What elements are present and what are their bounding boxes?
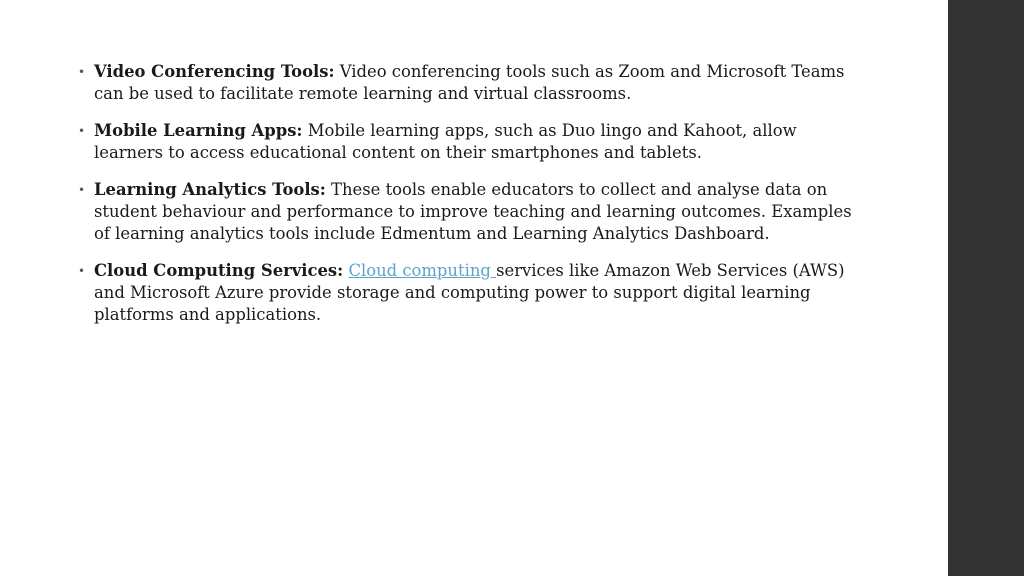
bullet-dot: • — [78, 124, 86, 138]
bullet-item-cloud-computing — [78, 260, 868, 326]
bullet-list — [78, 61, 868, 326]
sidebar-panel — [948, 0, 1024, 576]
bullet-item-learning-analytics — [78, 179, 868, 245]
bullet-term: Video Conferencing Tools: — [94, 62, 335, 81]
bullet-term: Mobile Learning Apps: — [94, 121, 303, 140]
bullet-dot: • — [78, 264, 86, 278]
bullet-text: Video conferencing tools such as Zoom and Microsoft Teams can be used to facilitate remote learning and virtual classrooms. — [94, 62, 845, 103]
bullet-text: Mobile learning apps, such as Duo lingo and Kahoot, allow learners to access educational content on their smartphones and tablets. — [94, 121, 797, 162]
bullet-text: services like Amazon Web Services (AWS) and Microsoft Azure provide storage and computing power to support digital learning platforms and applications. — [94, 261, 845, 324]
bullet-item-mobile-learning — [78, 120, 868, 164]
slide-content — [78, 61, 868, 341]
bullet-term: Cloud Computing Services: — [94, 261, 344, 280]
cloud-computing-link[interactable]: Cloud computing — [348, 261, 497, 280]
bullet-item-video-conferencing — [78, 61, 868, 105]
bullet-dot: • — [78, 183, 86, 197]
bullet-dot: • — [78, 65, 86, 79]
bullet-text: These tools enable educators to collect and analyse data on student behaviour and performance to improve teaching and learning outcomes. Examples of learning analytics tools include Edmentum and Learning Analytics Dashboard. — [94, 180, 852, 243]
bullet-term: Learning Analytics Tools: — [94, 180, 326, 199]
